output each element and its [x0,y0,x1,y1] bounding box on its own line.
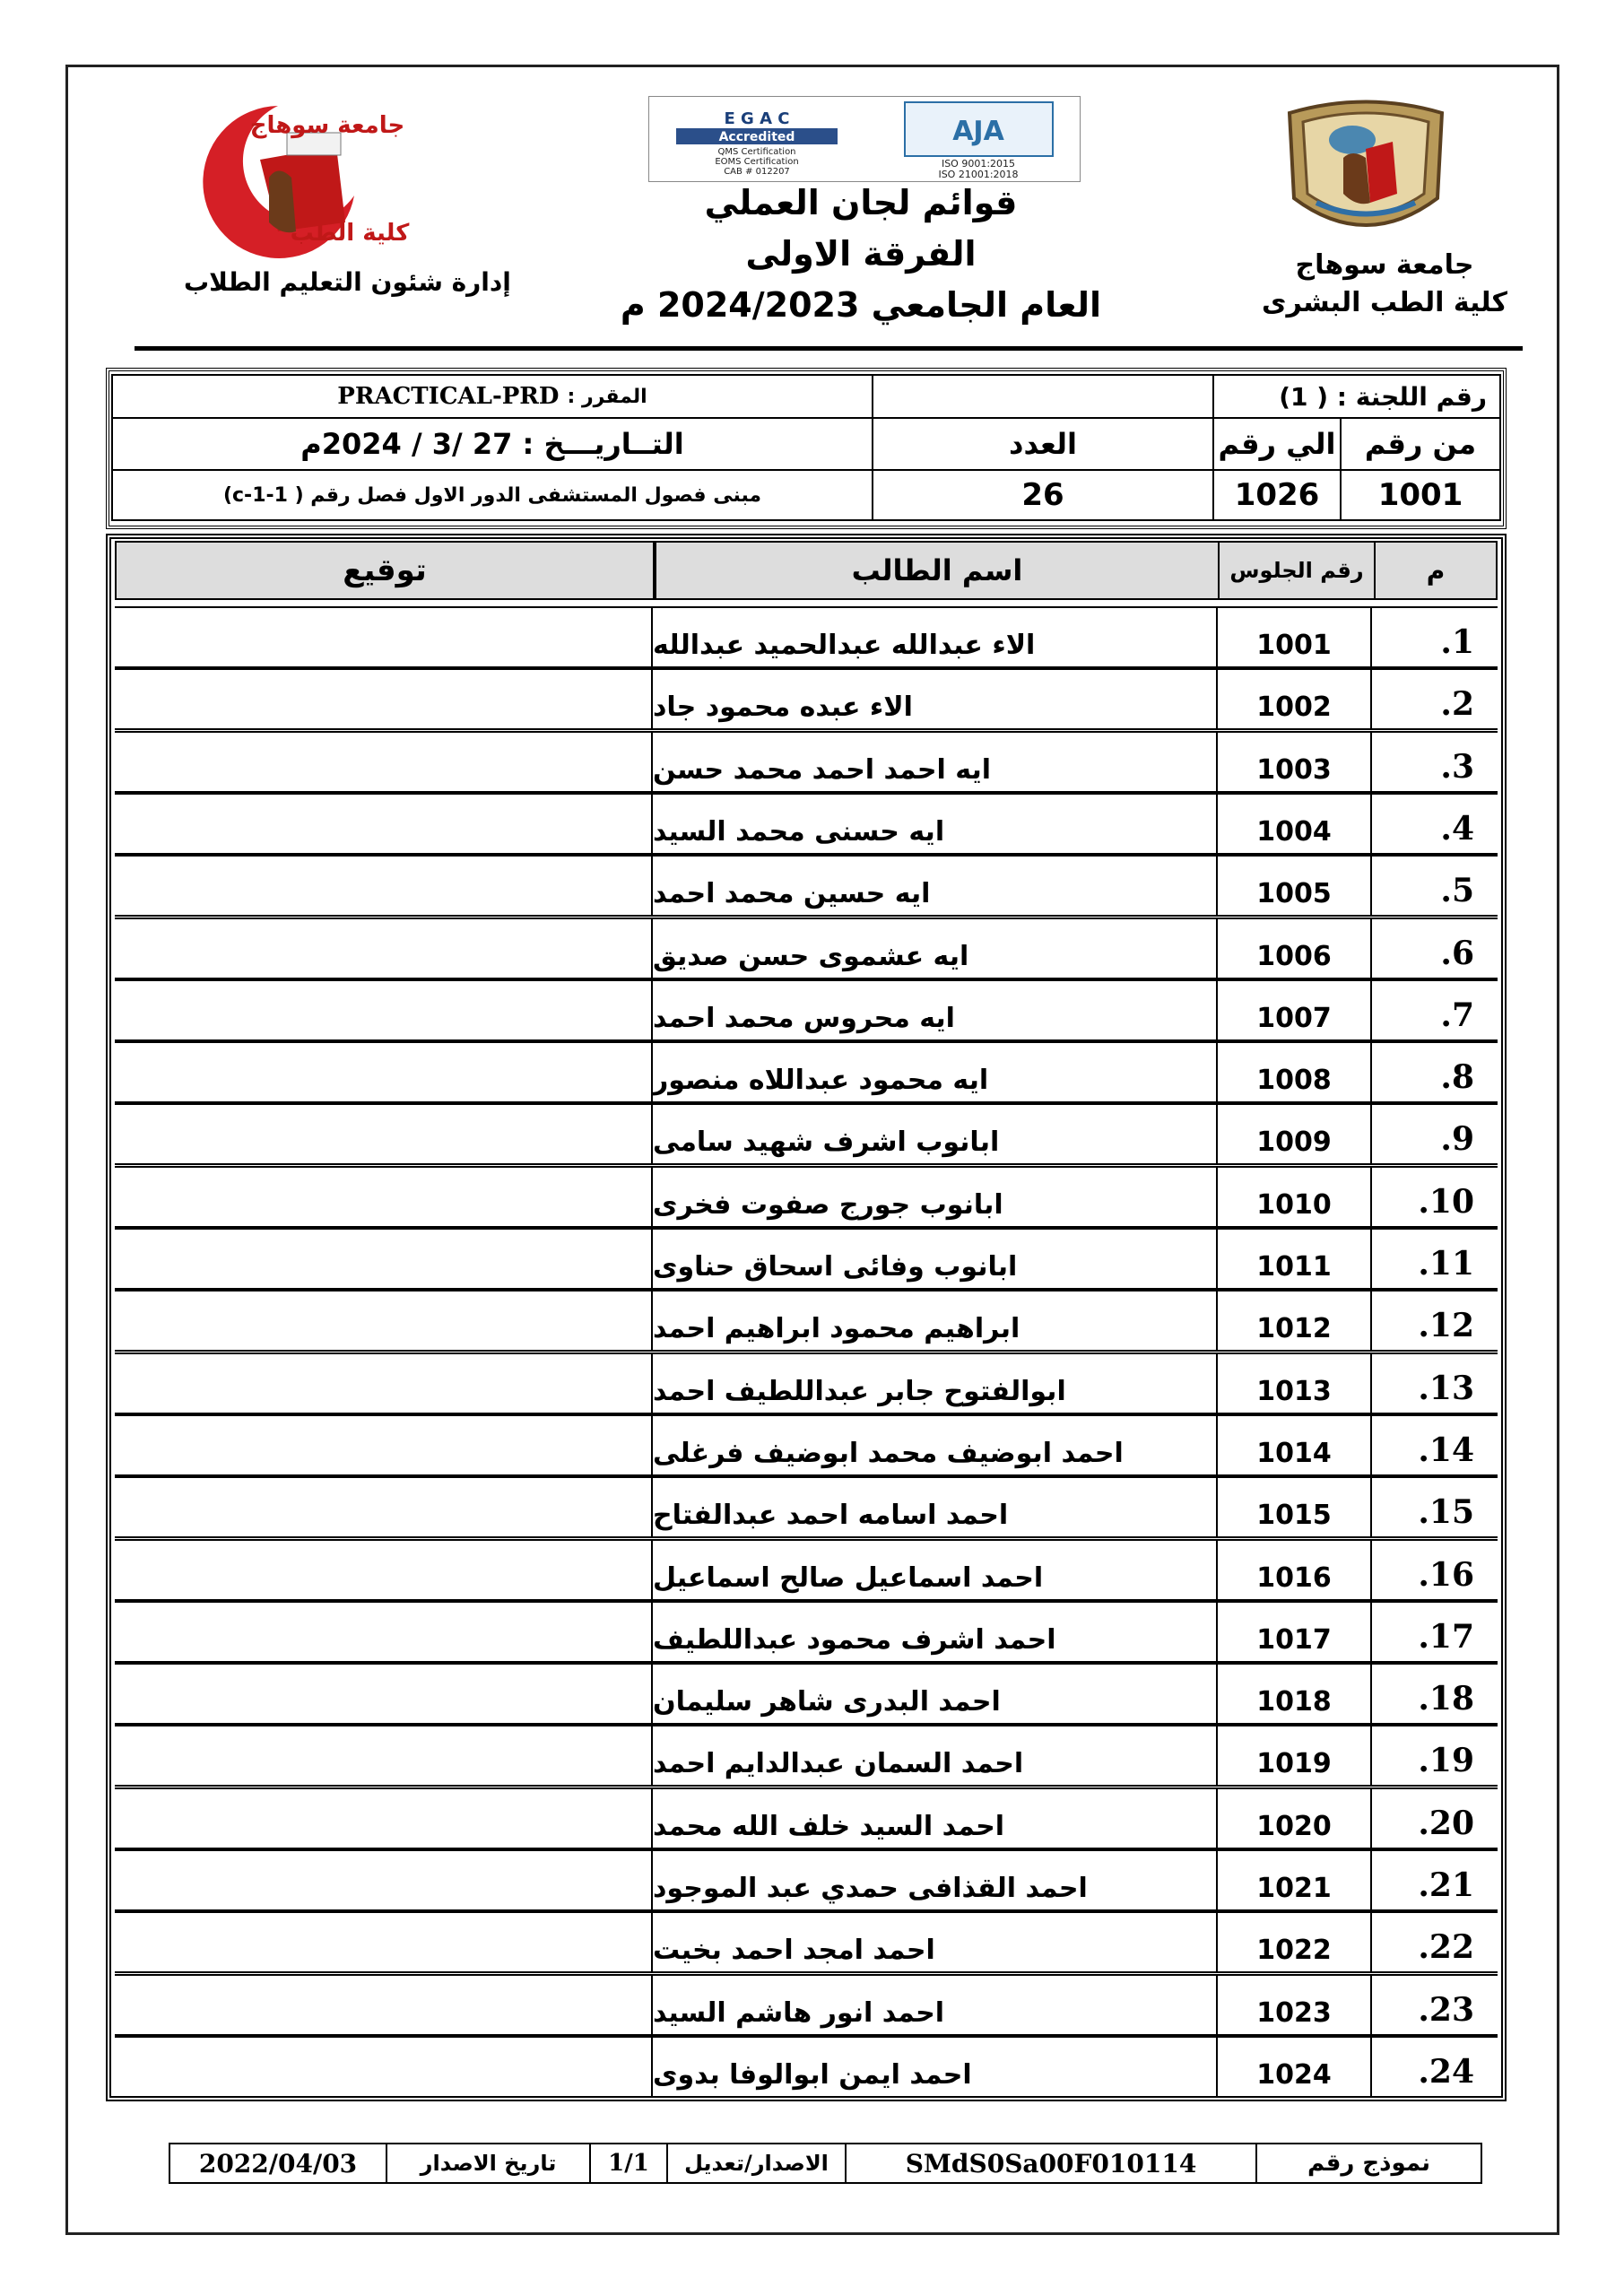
exam-date: التــاريـــخ : 27 /3 / 2024م [111,417,873,471]
student-name: ابانوب وفائى اسحاق حناوى [653,1251,1018,1283]
row-index: .24 [1418,2052,1474,2091]
row-index: .6 [1440,934,1474,972]
signature-cell [115,1168,653,1226]
row-index: .12 [1418,1307,1474,1345]
seat-number: 1002 [1216,670,1372,728]
course-cell [111,374,873,419]
faculty-name: كلية الطب البشرى [1261,287,1507,318]
student-name: احمد انور هاشم السيد [653,1996,945,2029]
course-label: المقرر : [567,385,647,408]
student-name: ابانوب جورج صفوت فخرى [653,1188,1003,1221]
university-logo-icon [143,97,413,267]
seat-number: 1011 [1216,1230,1372,1288]
student-name: الاء عبدالله عبدالحميد عبدالله [653,630,1036,661]
row-index: .13 [1418,1369,1474,1407]
table-row [115,668,1498,730]
col-index-header: م [1374,543,1496,598]
univ-logo-text-2: كلية الطب [290,220,410,247]
issue-date-label: تاريخ الاصدار [386,2144,589,2182]
signature-cell [115,1354,653,1413]
col-seat-header: رقم الجلوس [1218,543,1374,598]
row-index: .8 [1440,1058,1474,1097]
signature-cell [115,1726,653,1785]
form-number-label: نموذج رقم [1255,2144,1481,2182]
signature-cell [115,919,653,978]
table-row [115,1290,1498,1352]
row-index: .16 [1418,1555,1474,1594]
seat-number: 1003 [1216,733,1372,791]
svg-text:E G A C: E G A C [724,109,790,128]
signature-cell [115,795,653,853]
form-footer [169,2143,1482,2184]
document-title [592,178,1130,331]
row-index: .1 [1440,623,1474,661]
signature-cell [115,1478,653,1536]
student-name: احمد امجد احمد بخيت [653,1935,935,1967]
row-index: .10 [1418,1182,1474,1221]
title-line-3: العام الجامعي 2024/2023 م [620,285,1102,325]
signature-cell [115,1976,653,2034]
table-row [115,1352,1498,1414]
row-index: .21 [1418,1866,1474,1904]
seat-number: 1006 [1216,919,1372,978]
student-name: ابانوب اشرف شهيد سامى [653,1126,1000,1159]
count-label: العدد [872,417,1214,471]
signature-cell [115,2038,653,2096]
signature-cell [115,1851,653,1909]
seat-number: 1022 [1216,1913,1372,1971]
table-row [115,731,1498,793]
certification-icon [649,97,1080,181]
row-index: .5 [1440,872,1474,910]
student-name: ايه عشموى حسن صديق [653,940,969,972]
row-index: .7 [1440,996,1474,1034]
table-row [115,1539,1498,1601]
row-index: .19 [1418,1742,1474,1780]
table-row [115,606,1498,668]
issue-date-value: 2022/04/03 [198,2148,358,2179]
row-index: .2 [1440,685,1474,724]
table-row [115,1849,1498,1911]
student-name: ايه حسنى محمد السيد [653,815,945,848]
table-row [115,918,1498,979]
student-name: احمد البدرى شاهر سليمان [653,1686,1001,1718]
edition-value: 1/1 [589,2144,666,2182]
table-row [115,1787,1498,1849]
student-name: احمد السيد خلف الله محمد [653,1810,1004,1842]
seat-number: 1004 [1216,795,1372,853]
seat-number: 1016 [1216,1541,1372,1599]
col-name-header: اسم الطالب [655,543,1218,598]
edition-label: الاصدار/تعديل [666,2144,845,2182]
signature-cell [115,1913,653,1971]
header-divider [135,346,1523,351]
student-name: ايه محروس محمد احمد [653,1002,955,1034]
row-index: .18 [1418,1680,1474,1718]
seat-number: 1015 [1216,1478,1372,1536]
signature-cell [115,1292,653,1350]
table-row [115,855,1498,917]
to-value: 1026 [1212,469,1342,521]
signature-cell [115,1789,653,1848]
student-name: ابراهيم محمود ابراهيم احمد [653,1313,1020,1345]
row-index: .23 [1418,1990,1474,2029]
form-number-value: SMdS0Sa00F010114 [845,2144,1255,2182]
empty-cell [872,374,1214,419]
table-row [115,1911,1498,1973]
table-row [115,1974,1498,2036]
row-index: .3 [1440,747,1474,786]
student-name: احمد اسامه احمد عبدالفتاح [653,1500,1009,1532]
signature-cell [115,857,653,915]
seat-number: 1012 [1216,1292,1372,1350]
svg-text:CAB # 012207: CAB # 012207 [724,167,790,177]
seat-number: 1021 [1216,1851,1372,1909]
university-name: جامعة سوهاج [1295,249,1474,281]
seat-number: 1014 [1216,1416,1372,1474]
institution-name [1262,247,1507,322]
student-name: ايه حسين محمد احمد [653,878,931,910]
table-row [115,1663,1498,1725]
student-name: احمد ايمن ابوالوفا بدوى [653,2058,972,2091]
signature-cell [115,1043,653,1101]
title-line-2: الفرقة الاولى [745,234,977,274]
row-index: .14 [1418,1431,1474,1469]
seat-number: 1018 [1216,1665,1372,1723]
course-value: PRACTICAL-PRD [337,383,560,410]
row-index: .11 [1418,1245,1474,1283]
table-row [115,1041,1498,1103]
row-index: .15 [1418,1493,1474,1532]
signature-cell [115,1105,653,1163]
svg-text:EOMS Certification: EOMS Certification [715,157,799,167]
svg-text:ISO 9001:2015: ISO 9001:2015 [941,158,1016,170]
table-row [115,1476,1498,1538]
table-row [115,1228,1498,1290]
student-name: ايه احمد احمد محمد حسن [653,753,991,786]
seat-number: 1010 [1216,1168,1372,1226]
row-index: .17 [1418,1617,1474,1656]
table-row [115,1166,1498,1228]
committee-number: رقم اللجنة : ( 1) [1212,374,1501,419]
svg-text:AJA: AJA [952,116,1004,147]
seat-number: 1024 [1216,2038,1372,2096]
row-index: .20 [1418,1804,1474,1842]
faculty-logo-icon [1281,95,1451,248]
col-sign-header: توقيع [117,543,655,598]
from-value: 1001 [1340,469,1501,521]
table-row [115,1725,1498,1787]
table-row [115,979,1498,1041]
count-value: 26 [872,469,1214,521]
exam-location: مبنى فصول المستشفى الدور الاول فصل رقم ( c-1-1) [111,469,873,521]
signature-cell [115,1541,653,1599]
table-row [115,1601,1498,1663]
table-row [115,1414,1498,1476]
svg-text:ISO 21001:2018: ISO 21001:2018 [938,169,1019,180]
row-index: .4 [1440,809,1474,848]
seat-number: 1017 [1216,1603,1372,1661]
seat-number: 1007 [1216,981,1372,1039]
svg-text:QMS Certification: QMS Certification [717,147,796,157]
table-header [115,541,1498,600]
seat-number: 1019 [1216,1726,1372,1785]
student-name: احمد اسماعيل صالح اسماعيل [653,1561,1044,1594]
svg-text:Accredited: Accredited [718,130,795,144]
signature-cell [115,1416,653,1474]
row-index: .9 [1440,1120,1474,1159]
table-row [115,2036,1498,2098]
signature-cell [115,670,653,728]
title-line-1: قوائم لجان العملي [704,183,1018,222]
signature-cell [115,733,653,791]
table-row [115,1103,1498,1165]
signature-cell [115,1665,653,1723]
table-row [115,793,1498,855]
signature-cell [115,981,653,1039]
to-label: الي رقم [1212,417,1342,471]
student-name: ابوالفتوح جابر عبداللطيف احمد [653,1375,1066,1407]
seat-number: 1020 [1216,1789,1372,1848]
row-index: .22 [1418,1928,1474,1967]
seat-number: 1008 [1216,1043,1372,1101]
signature-cell [115,608,653,666]
student-name: احمد القذافى حمدي عبد الموجود [653,1873,1088,1904]
student-name: احمد السمان عبدالدايم احمد [653,1748,1024,1780]
student-name: احمد ابوضيف محمد ابوضيف فرغلى [653,1437,1124,1469]
student-name: ايه محمود عبداللاه منصور [653,1065,989,1097]
department-name: إدارة شئون التعليم الطلاب [184,267,511,297]
student-name: الاء عبده محمود جاد [653,691,913,724]
student-name: احمد اشرف محمود عبداللطيف [653,1623,1056,1656]
certification-badges [648,96,1081,182]
signature-cell [115,1230,653,1288]
seat-number: 1023 [1216,1976,1372,2034]
seat-number: 1005 [1216,857,1372,915]
univ-logo-text-1: جامعة سوهاج [249,112,405,139]
seat-number: 1009 [1216,1105,1372,1163]
signature-cell [115,1603,653,1661]
seat-number: 1013 [1216,1354,1372,1413]
seat-number: 1001 [1216,608,1372,666]
from-label: من رقم [1340,417,1501,471]
